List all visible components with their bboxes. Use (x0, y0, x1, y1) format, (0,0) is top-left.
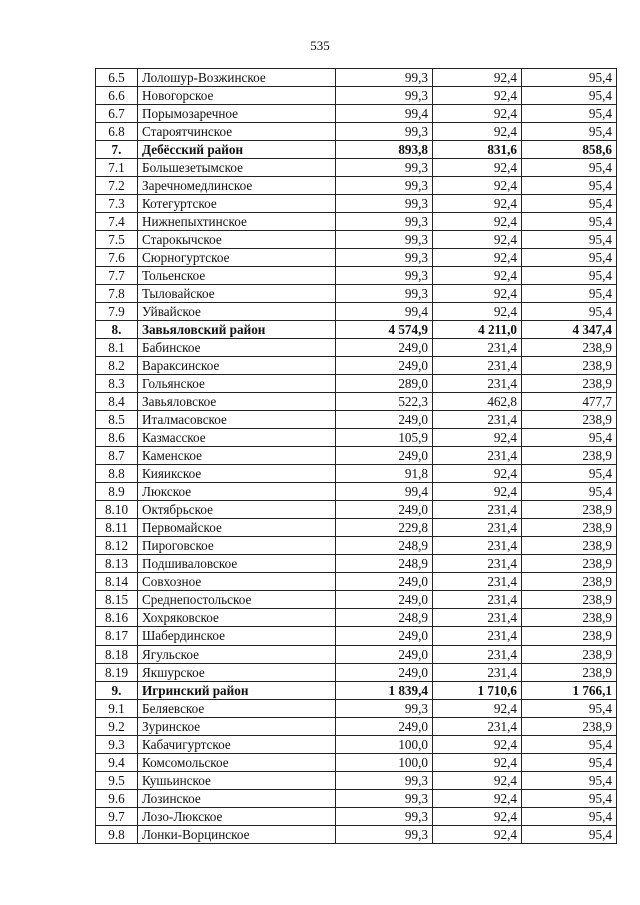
value-1: 248,9 (336, 555, 433, 573)
settlement-name: Гольянское (138, 375, 336, 393)
row-number: 8.2 (96, 357, 138, 375)
value-1: 99,3 (336, 771, 433, 789)
row-number: 9.3 (96, 735, 138, 753)
value-1: 4 574,9 (336, 321, 433, 339)
settlement-name: Уйвайское (138, 303, 336, 321)
value-2: 231,4 (433, 717, 522, 735)
row-number: 7.8 (96, 285, 138, 303)
settlement-name: Лозо-Люкское (138, 807, 336, 825)
value-3: 95,4 (522, 753, 617, 771)
value-1: 249,0 (336, 573, 433, 591)
row-number: 6.8 (96, 123, 138, 141)
value-1: 289,0 (336, 375, 433, 393)
settlement-name: Казмасское (138, 429, 336, 447)
table-row (96, 321, 617, 339)
value-1: 99,3 (336, 159, 433, 177)
settlement-name: Котегуртское (138, 195, 336, 213)
table-row (96, 123, 617, 141)
value-3: 238,9 (522, 519, 617, 537)
settlement-name: Нижнепыхтинское (138, 213, 336, 231)
value-1: 522,3 (336, 393, 433, 411)
row-number: 9.8 (96, 825, 138, 843)
value-1: 99,3 (336, 285, 433, 303)
table-row (96, 591, 617, 609)
value-2: 231,4 (433, 501, 522, 519)
row-number: 7.1 (96, 159, 138, 177)
value-1: 249,0 (336, 357, 433, 375)
value-1: 249,0 (336, 411, 433, 429)
value-3: 238,9 (522, 591, 617, 609)
value-2: 231,4 (433, 537, 522, 555)
row-number: 8.15 (96, 591, 138, 609)
table-row (96, 429, 617, 447)
value-2: 92,4 (433, 303, 522, 321)
settlement-name: Тольенское (138, 267, 336, 285)
value-3: 238,9 (522, 663, 617, 681)
settlement-name: Кушьинское (138, 771, 336, 789)
settlement-name: Подшиваловское (138, 555, 336, 573)
row-number: 9. (96, 681, 138, 699)
table-row (96, 339, 617, 357)
row-number: 8.6 (96, 429, 138, 447)
row-number: 6.6 (96, 87, 138, 105)
settlement-name: Якшурское (138, 663, 336, 681)
row-number: 8.3 (96, 375, 138, 393)
table-row (96, 609, 617, 627)
value-2: 92,4 (433, 789, 522, 807)
value-2: 462,8 (433, 393, 522, 411)
settlement-name: Совхозное (138, 573, 336, 591)
table-row (96, 555, 617, 573)
data-table (95, 68, 617, 844)
row-number: 8.18 (96, 645, 138, 663)
value-3: 238,9 (522, 645, 617, 663)
settlement-name: Октябрьское (138, 501, 336, 519)
row-number: 8.14 (96, 573, 138, 591)
row-number: 7. (96, 141, 138, 159)
table-row (96, 573, 617, 591)
table-row (96, 501, 617, 519)
value-2: 92,4 (433, 159, 522, 177)
settlement-name: Староятчинское (138, 123, 336, 141)
table-row (96, 285, 617, 303)
value-3: 95,4 (522, 213, 617, 231)
value-2: 231,4 (433, 645, 522, 663)
table-row (96, 537, 617, 555)
table-row (96, 447, 617, 465)
row-number: 8.12 (96, 537, 138, 555)
table-row (96, 681, 617, 699)
value-2: 92,4 (433, 267, 522, 285)
value-2: 92,4 (433, 465, 522, 483)
row-number: 8.4 (96, 393, 138, 411)
settlement-name: Зуринское (138, 717, 336, 735)
value-1: 249,0 (336, 717, 433, 735)
row-number: 7.7 (96, 267, 138, 285)
settlement-name: Шабердинское (138, 627, 336, 645)
value-2: 4 211,0 (433, 321, 522, 339)
value-2: 92,4 (433, 87, 522, 105)
row-number: 7.3 (96, 195, 138, 213)
row-number: 7.9 (96, 303, 138, 321)
settlement-name: Первомайское (138, 519, 336, 537)
value-2: 231,4 (433, 339, 522, 357)
value-3: 238,9 (522, 717, 617, 735)
table-row (96, 105, 617, 123)
value-1: 99,3 (336, 123, 433, 141)
settlement-name: Ягульское (138, 645, 336, 663)
table-row (96, 303, 617, 321)
value-3: 95,4 (522, 735, 617, 753)
settlement-name: Кабачигуртское (138, 735, 336, 753)
row-number: 7.4 (96, 213, 138, 231)
row-number: 9.1 (96, 699, 138, 717)
table-row (96, 735, 617, 753)
value-2: 231,4 (433, 555, 522, 573)
row-number: 8.7 (96, 447, 138, 465)
settlement-name: Завьяловское (138, 393, 336, 411)
value-1: 248,9 (336, 537, 433, 555)
settlement-name: Люкское (138, 483, 336, 501)
settlement-name: Вараксинское (138, 357, 336, 375)
value-1: 229,8 (336, 519, 433, 537)
value-3: 95,4 (522, 159, 617, 177)
table-row (96, 411, 617, 429)
value-2: 92,4 (433, 807, 522, 825)
row-number: 9.7 (96, 807, 138, 825)
settlement-name: Порымозаречное (138, 105, 336, 123)
value-3: 238,9 (522, 537, 617, 555)
value-2: 231,4 (433, 663, 522, 681)
value-3: 95,4 (522, 771, 617, 789)
value-1: 99,3 (336, 195, 433, 213)
value-3: 238,9 (522, 627, 617, 645)
value-2: 231,4 (433, 627, 522, 645)
page-number: 535 (310, 38, 330, 53)
row-number: 6.5 (96, 69, 138, 87)
value-2: 92,4 (433, 825, 522, 843)
table-body (96, 69, 617, 844)
row-number: 8.9 (96, 483, 138, 501)
value-2: 92,4 (433, 699, 522, 717)
row-number: 7.2 (96, 177, 138, 195)
settlement-name: Завьяловский район (138, 321, 336, 339)
row-number: 8.17 (96, 627, 138, 645)
value-1: 249,0 (336, 663, 433, 681)
settlement-name: Хохряковское (138, 609, 336, 627)
table-row (96, 645, 617, 663)
table-row (96, 753, 617, 771)
value-3: 95,4 (522, 807, 617, 825)
row-number: 8.10 (96, 501, 138, 519)
row-number: 9.6 (96, 789, 138, 807)
value-1: 105,9 (336, 429, 433, 447)
table-row (96, 465, 617, 483)
value-3: 238,9 (522, 411, 617, 429)
value-1: 249,0 (336, 627, 433, 645)
table-row (96, 807, 617, 825)
value-2: 92,4 (433, 231, 522, 249)
value-2: 92,4 (433, 429, 522, 447)
value-1: 249,0 (336, 339, 433, 357)
value-3: 238,9 (522, 447, 617, 465)
row-number: 7.5 (96, 231, 138, 249)
table-row (96, 627, 617, 645)
settlement-name: Бабинское (138, 339, 336, 357)
value-3: 238,9 (522, 609, 617, 627)
value-3: 238,9 (522, 501, 617, 519)
table-row (96, 357, 617, 375)
value-1: 1 839,4 (336, 681, 433, 699)
value-2: 831,6 (433, 141, 522, 159)
value-2: 92,4 (433, 123, 522, 141)
table-row (96, 231, 617, 249)
settlement-name: Лолошур-Возжинское (138, 69, 336, 87)
value-2: 92,4 (433, 735, 522, 753)
table-row (96, 519, 617, 537)
value-1: 249,0 (336, 645, 433, 663)
settlement-name: Заречномедлинское (138, 177, 336, 195)
value-1: 99,4 (336, 105, 433, 123)
row-number: 8.5 (96, 411, 138, 429)
value-3: 477,7 (522, 393, 617, 411)
settlement-name: Новогорское (138, 87, 336, 105)
row-number: 8.1 (96, 339, 138, 357)
table-row (96, 375, 617, 393)
value-3: 95,4 (522, 231, 617, 249)
value-1: 99,3 (336, 231, 433, 249)
value-1: 99,4 (336, 483, 433, 501)
settlement-name: Лонки-Ворцинское (138, 825, 336, 843)
value-3: 95,4 (522, 429, 617, 447)
value-2: 231,4 (433, 591, 522, 609)
row-number: 9.2 (96, 717, 138, 735)
value-1: 99,3 (336, 213, 433, 231)
settlement-name: Старокычское (138, 231, 336, 249)
value-1: 99,4 (336, 303, 433, 321)
row-number: 8.8 (96, 465, 138, 483)
table-row (96, 213, 617, 231)
settlement-name: Лозинское (138, 789, 336, 807)
table-row (96, 87, 617, 105)
value-2: 92,4 (433, 753, 522, 771)
settlement-name: Дебёсский район (138, 141, 336, 159)
table-row (96, 195, 617, 213)
row-number: 7.6 (96, 249, 138, 267)
value-3: 238,9 (522, 339, 617, 357)
settlement-name: Игринский район (138, 681, 336, 699)
value-1: 99,3 (336, 87, 433, 105)
row-number: 8.11 (96, 519, 138, 537)
value-3: 95,4 (522, 483, 617, 501)
row-number: 6.7 (96, 105, 138, 123)
value-1: 99,3 (336, 825, 433, 843)
value-1: 99,3 (336, 699, 433, 717)
value-1: 99,3 (336, 789, 433, 807)
value-1: 99,3 (336, 69, 433, 87)
value-2: 231,4 (433, 447, 522, 465)
value-1: 100,0 (336, 753, 433, 771)
value-2: 231,4 (433, 573, 522, 591)
table-row (96, 789, 617, 807)
value-2: 92,4 (433, 483, 522, 501)
table-row (96, 249, 617, 267)
table-row (96, 393, 617, 411)
table-row (96, 141, 617, 159)
value-3: 238,9 (522, 357, 617, 375)
value-1: 249,0 (336, 447, 433, 465)
table-row (96, 267, 617, 285)
row-number: 9.4 (96, 753, 138, 771)
value-2: 92,4 (433, 771, 522, 789)
value-1: 893,8 (336, 141, 433, 159)
value-1: 99,3 (336, 177, 433, 195)
value-3: 858,6 (522, 141, 617, 159)
value-3: 238,9 (522, 555, 617, 573)
value-2: 231,4 (433, 519, 522, 537)
value-1: 249,0 (336, 501, 433, 519)
row-number: 8.13 (96, 555, 138, 573)
settlement-name: Комсомольское (138, 753, 336, 771)
value-3: 95,4 (522, 789, 617, 807)
settlement-name: Италмасовское (138, 411, 336, 429)
value-3: 95,4 (522, 699, 617, 717)
value-3: 95,4 (522, 267, 617, 285)
table-row (96, 825, 617, 843)
value-3: 95,4 (522, 123, 617, 141)
value-1: 99,3 (336, 807, 433, 825)
value-2: 92,4 (433, 69, 522, 87)
table-row (96, 663, 617, 681)
value-1: 99,3 (336, 267, 433, 285)
value-3: 1 766,1 (522, 681, 617, 699)
row-number: 9.5 (96, 771, 138, 789)
value-2: 231,4 (433, 609, 522, 627)
table-row (96, 177, 617, 195)
value-3: 95,4 (522, 285, 617, 303)
settlement-name: Большезетымское (138, 159, 336, 177)
row-number: 8.19 (96, 663, 138, 681)
table-row (96, 717, 617, 735)
value-1: 248,9 (336, 609, 433, 627)
value-3: 95,4 (522, 69, 617, 87)
value-3: 95,4 (522, 825, 617, 843)
value-2: 92,4 (433, 285, 522, 303)
value-3: 95,4 (522, 177, 617, 195)
value-3: 95,4 (522, 105, 617, 123)
table-row (96, 771, 617, 789)
value-2: 92,4 (433, 213, 522, 231)
value-1: 249,0 (336, 591, 433, 609)
row-number: 8. (96, 321, 138, 339)
table-row (96, 483, 617, 501)
settlement-name: Среднепостольское (138, 591, 336, 609)
table-row (96, 69, 617, 87)
settlement-name: Пироговское (138, 537, 336, 555)
settlement-name: Кияикское (138, 465, 336, 483)
value-2: 231,4 (433, 411, 522, 429)
settlement-name: Беляевское (138, 699, 336, 717)
value-3: 238,9 (522, 573, 617, 591)
value-3: 95,4 (522, 303, 617, 321)
value-2: 92,4 (433, 249, 522, 267)
value-3: 238,9 (522, 375, 617, 393)
value-2: 1 710,6 (433, 681, 522, 699)
value-2: 231,4 (433, 357, 522, 375)
value-3: 4 347,4 (522, 321, 617, 339)
value-1: 99,3 (336, 249, 433, 267)
value-2: 92,4 (433, 177, 522, 195)
settlement-name: Каменское (138, 447, 336, 465)
settlement-name: Тыловайское (138, 285, 336, 303)
row-number: 8.16 (96, 609, 138, 627)
table-row (96, 699, 617, 717)
value-3: 95,4 (522, 195, 617, 213)
value-1: 100,0 (336, 735, 433, 753)
value-1: 91,8 (336, 465, 433, 483)
value-2: 92,4 (433, 195, 522, 213)
value-3: 95,4 (522, 249, 617, 267)
settlement-name: Сюрногуртское (138, 249, 336, 267)
value-3: 95,4 (522, 465, 617, 483)
table-row (96, 159, 617, 177)
value-2: 231,4 (433, 375, 522, 393)
value-2: 92,4 (433, 105, 522, 123)
value-3: 95,4 (522, 87, 617, 105)
